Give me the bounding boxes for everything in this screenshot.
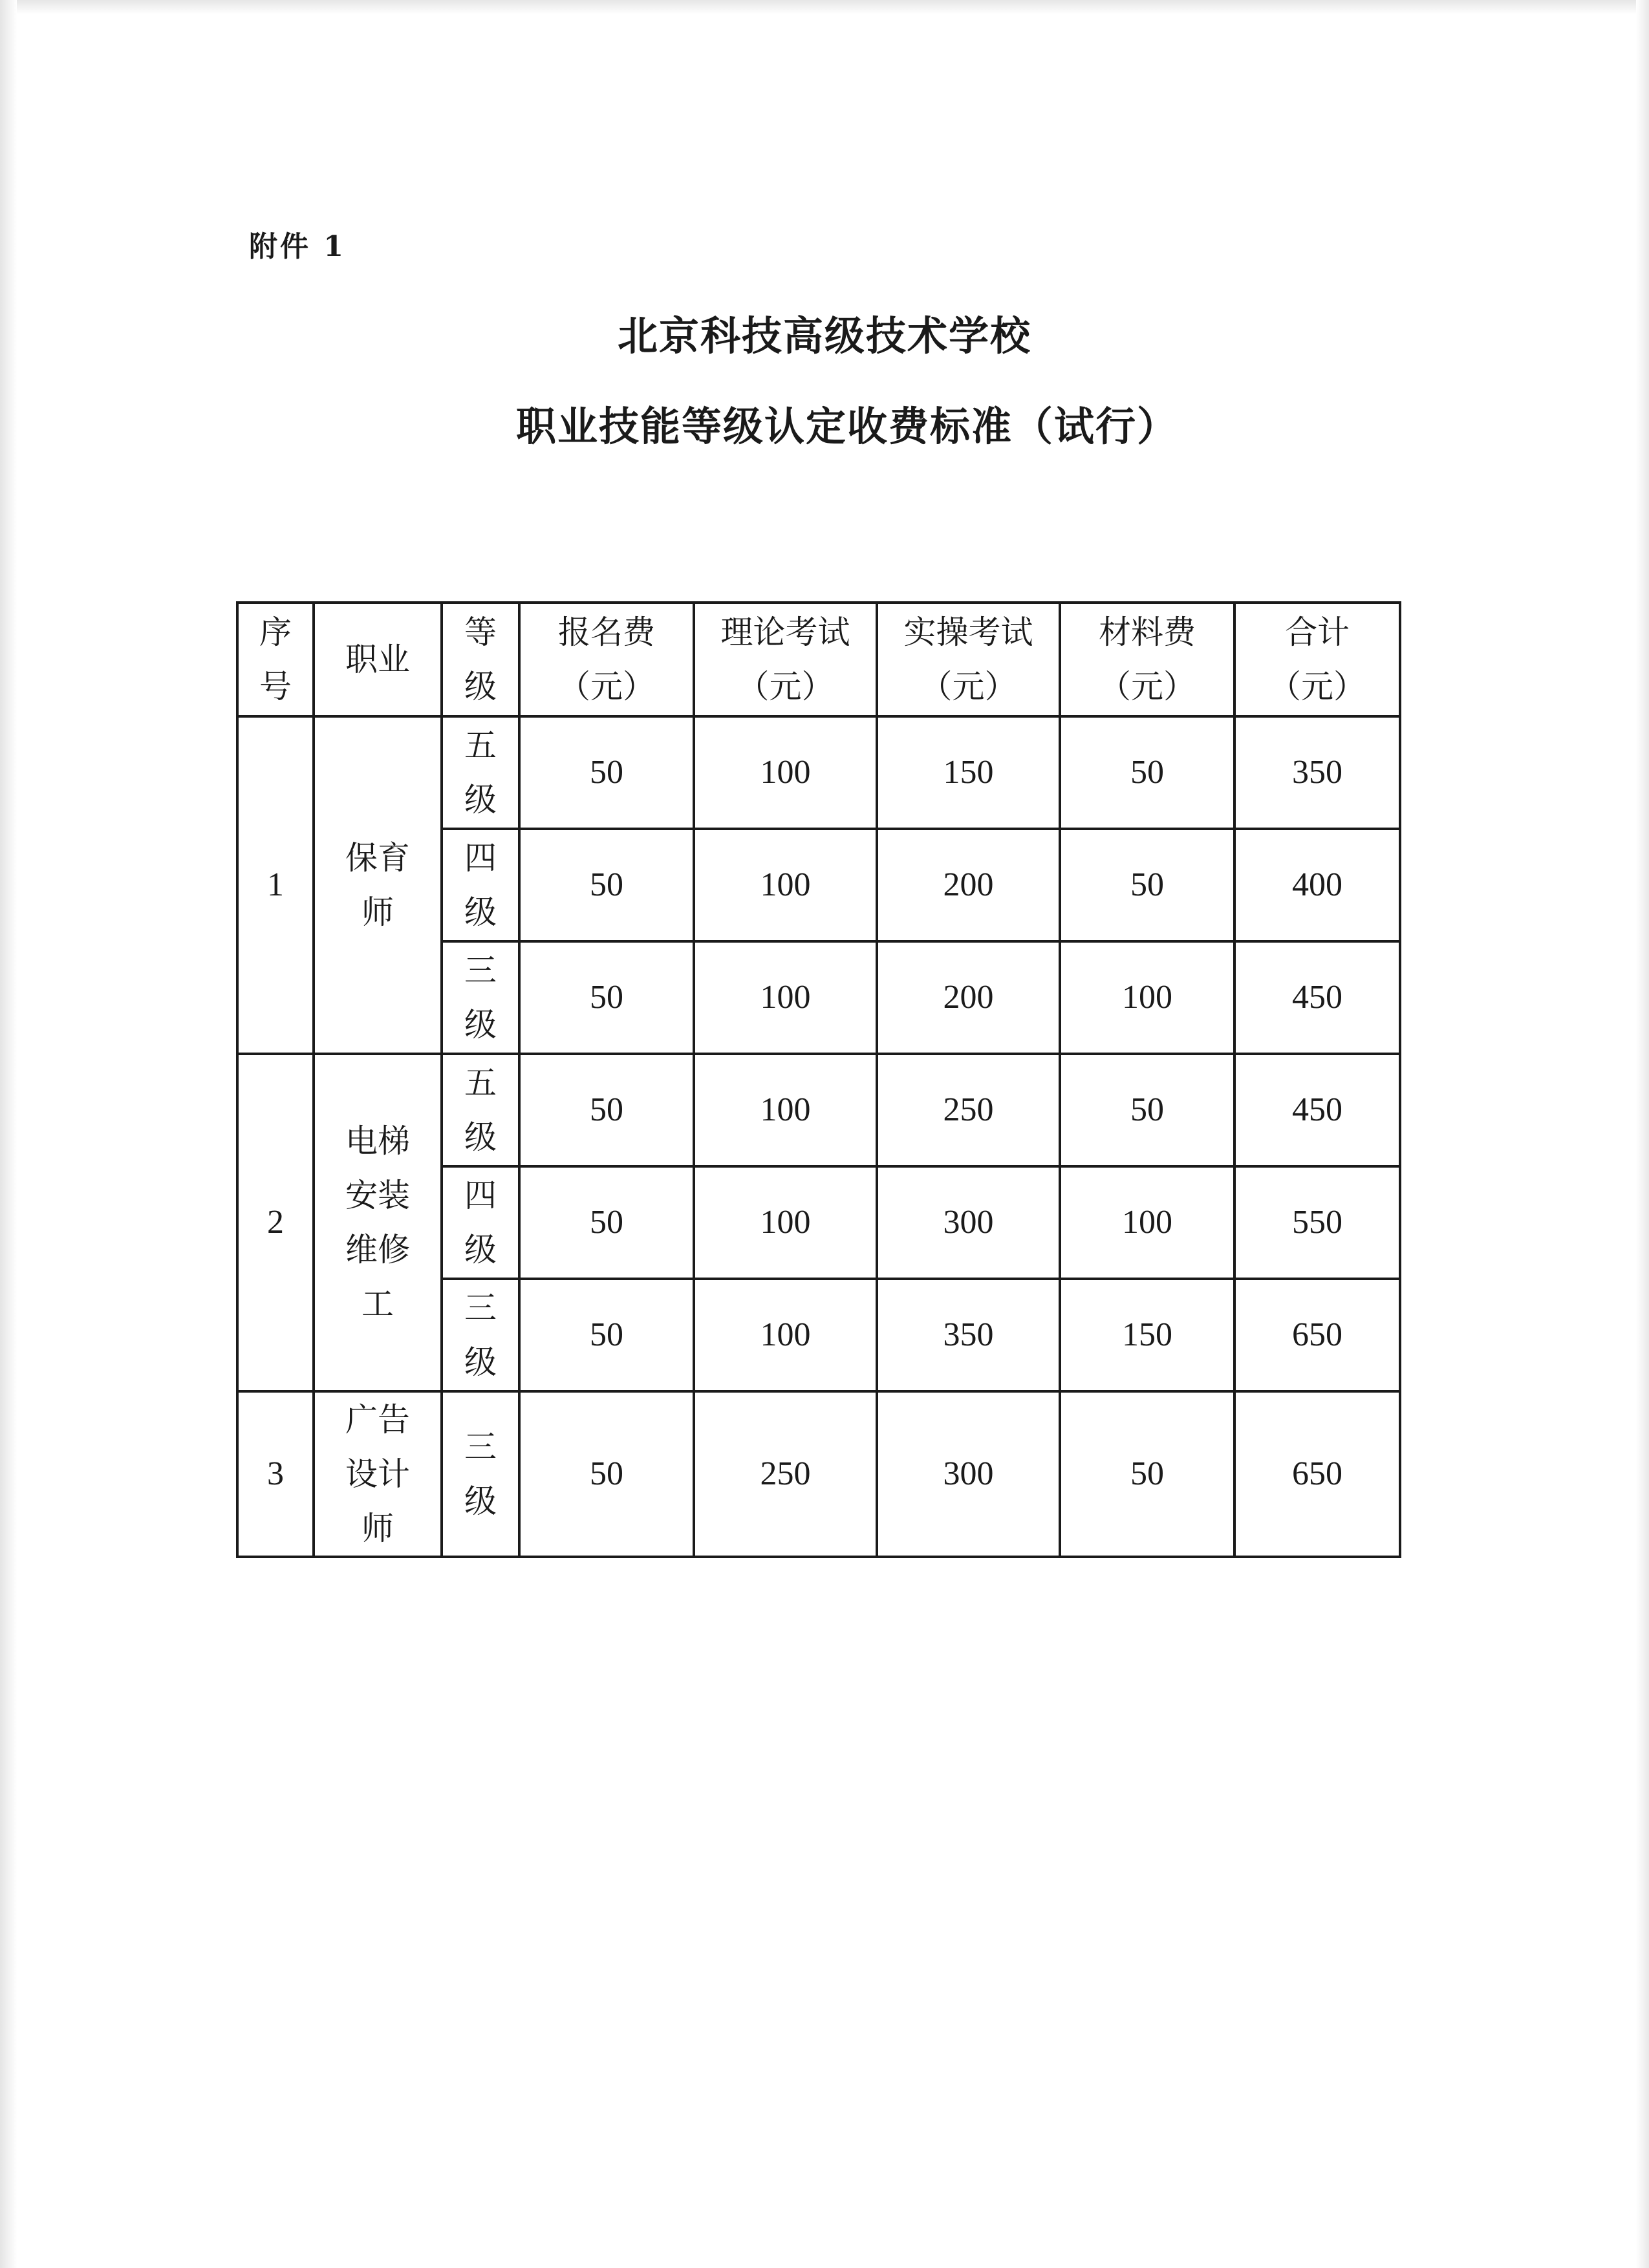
material-fee-cell: 50 (1060, 1391, 1234, 1557)
total-cell: 450 (1234, 1054, 1400, 1166)
level-cell (442, 716, 519, 829)
header-registration-fee-line: 报名费 (558, 614, 655, 651)
level-cell (442, 1279, 519, 1391)
header-level-line: 级 (464, 668, 497, 705)
document-title-standard: 职业技能等级认定收费标准（试行） (515, 403, 1178, 450)
occupation-cell-line: 电梯 (345, 1122, 410, 1160)
registration-fee-cell: 50 (519, 1391, 694, 1557)
header-occupation-line: 职业 (345, 641, 410, 678)
header-practical-exam-line: 实操考试 (903, 614, 1033, 651)
fee-standard-table (236, 601, 1401, 1558)
theory-exam-cell: 100 (694, 716, 877, 829)
occupation-cell-line: 维修 (345, 1231, 410, 1268)
occupation-cell (314, 716, 442, 1054)
level-cell (442, 941, 519, 1054)
registration-fee-cell: 50 (519, 1279, 694, 1391)
table-body (237, 716, 1400, 1557)
theory-exam-cell: 250 (694, 1391, 877, 1557)
level-cell-line: 三 (464, 952, 497, 989)
header-theory-exam-line: 理论考试 (720, 614, 850, 651)
document-title-school: 北京科技高级技术学校 (617, 312, 1031, 359)
material-fee-cell: 100 (1060, 941, 1234, 1054)
theory-exam-cell: 100 (694, 1279, 877, 1391)
material-fee-cell: 100 (1060, 1166, 1234, 1279)
practical-exam-cell: 200 (877, 941, 1060, 1054)
occupation-cell-line: 安装 (345, 1177, 410, 1214)
level-cell-line: 级 (464, 1231, 497, 1268)
occupation-cell-line: 设计 (345, 1455, 410, 1493)
occupation-cell (314, 1054, 442, 1391)
level-cell-line: 级 (464, 893, 497, 931)
header-level-line: 等 (464, 614, 497, 651)
attachment-label: 附件 1 (249, 230, 346, 263)
header-material-fee-line: 材料费 (1099, 614, 1196, 651)
level-cell-line: 级 (464, 1118, 497, 1156)
level-cell (442, 829, 519, 941)
header-index (237, 603, 314, 716)
header-theory-exam-line: （元） (737, 668, 834, 705)
total-cell: 450 (1234, 941, 1400, 1054)
header-occupation (314, 603, 442, 716)
table-row (237, 1391, 1400, 1557)
table-row (237, 716, 1400, 829)
total-cell: 550 (1234, 1166, 1400, 1279)
level-cell-line: 级 (464, 1482, 497, 1520)
level-cell-line: 级 (464, 1006, 497, 1043)
header-total (1234, 603, 1400, 716)
level-cell (442, 1391, 519, 1557)
practical-exam-cell: 350 (877, 1279, 1060, 1391)
registration-fee-cell: 50 (519, 941, 694, 1054)
occupation-cell-line: 保育 (345, 839, 410, 877)
practical-exam-cell: 200 (877, 829, 1060, 941)
header-row (237, 603, 1400, 716)
header-total-line: 合计 (1285, 614, 1350, 651)
header-level (442, 603, 519, 716)
registration-fee-cell: 50 (519, 1054, 694, 1166)
table-row (237, 1054, 1400, 1166)
header-registration-fee-line: （元） (558, 668, 655, 705)
registration-fee-cell: 50 (519, 716, 694, 829)
practical-exam-cell: 300 (877, 1391, 1060, 1557)
theory-exam-cell: 100 (694, 941, 877, 1054)
occupation-cell-line: 师 (361, 1510, 394, 1547)
theory-exam-cell: 100 (694, 829, 877, 941)
practical-exam-cell: 150 (877, 716, 1060, 829)
level-cell-line: 级 (464, 1343, 497, 1381)
material-fee-cell: 50 (1060, 829, 1234, 941)
occupation-cell-line: 师 (361, 893, 394, 931)
practical-exam-cell: 250 (877, 1054, 1060, 1166)
row-index: 2 (237, 1054, 314, 1391)
header-theory-exam (694, 603, 877, 716)
total-cell: 400 (1234, 829, 1400, 941)
registration-fee-cell: 50 (519, 1166, 694, 1279)
header-practical-exam (877, 603, 1060, 716)
registration-fee-cell: 50 (519, 829, 694, 941)
occupation-cell-line: 工 (361, 1285, 394, 1323)
header-registration-fee (519, 603, 694, 716)
total-cell: 650 (1234, 1391, 1400, 1557)
header-index-line: 序 (259, 614, 292, 651)
theory-exam-cell: 100 (694, 1166, 877, 1279)
level-cell-line: 级 (464, 781, 497, 818)
occupation-cell-line: 广告 (345, 1401, 410, 1439)
table-header (237, 603, 1400, 716)
header-material-fee (1060, 603, 1234, 716)
level-cell-line: 五 (464, 727, 497, 764)
level-cell-line: 三 (464, 1428, 497, 1466)
page-edge-shadow-top (0, 0, 1649, 14)
level-cell-line: 四 (464, 839, 497, 877)
header-total-line: （元） (1269, 668, 1366, 705)
header-index-line: 号 (259, 668, 292, 705)
level-cell-line: 五 (464, 1064, 497, 1102)
practical-exam-cell: 300 (877, 1166, 1060, 1279)
material-fee-cell: 50 (1060, 716, 1234, 829)
row-index: 1 (237, 716, 314, 1054)
header-practical-exam-line: （元） (920, 668, 1017, 705)
theory-exam-cell: 100 (694, 1054, 877, 1166)
total-cell: 350 (1234, 716, 1400, 829)
level-cell-line: 三 (464, 1289, 497, 1327)
level-cell (442, 1166, 519, 1279)
header-material-fee-line: （元） (1099, 668, 1196, 705)
level-cell (442, 1054, 519, 1166)
occupation-cell (314, 1391, 442, 1557)
total-cell: 650 (1234, 1279, 1400, 1391)
row-index: 3 (237, 1391, 314, 1557)
material-fee-cell: 150 (1060, 1279, 1234, 1391)
material-fee-cell: 50 (1060, 1054, 1234, 1166)
level-cell-line: 四 (464, 1177, 497, 1214)
